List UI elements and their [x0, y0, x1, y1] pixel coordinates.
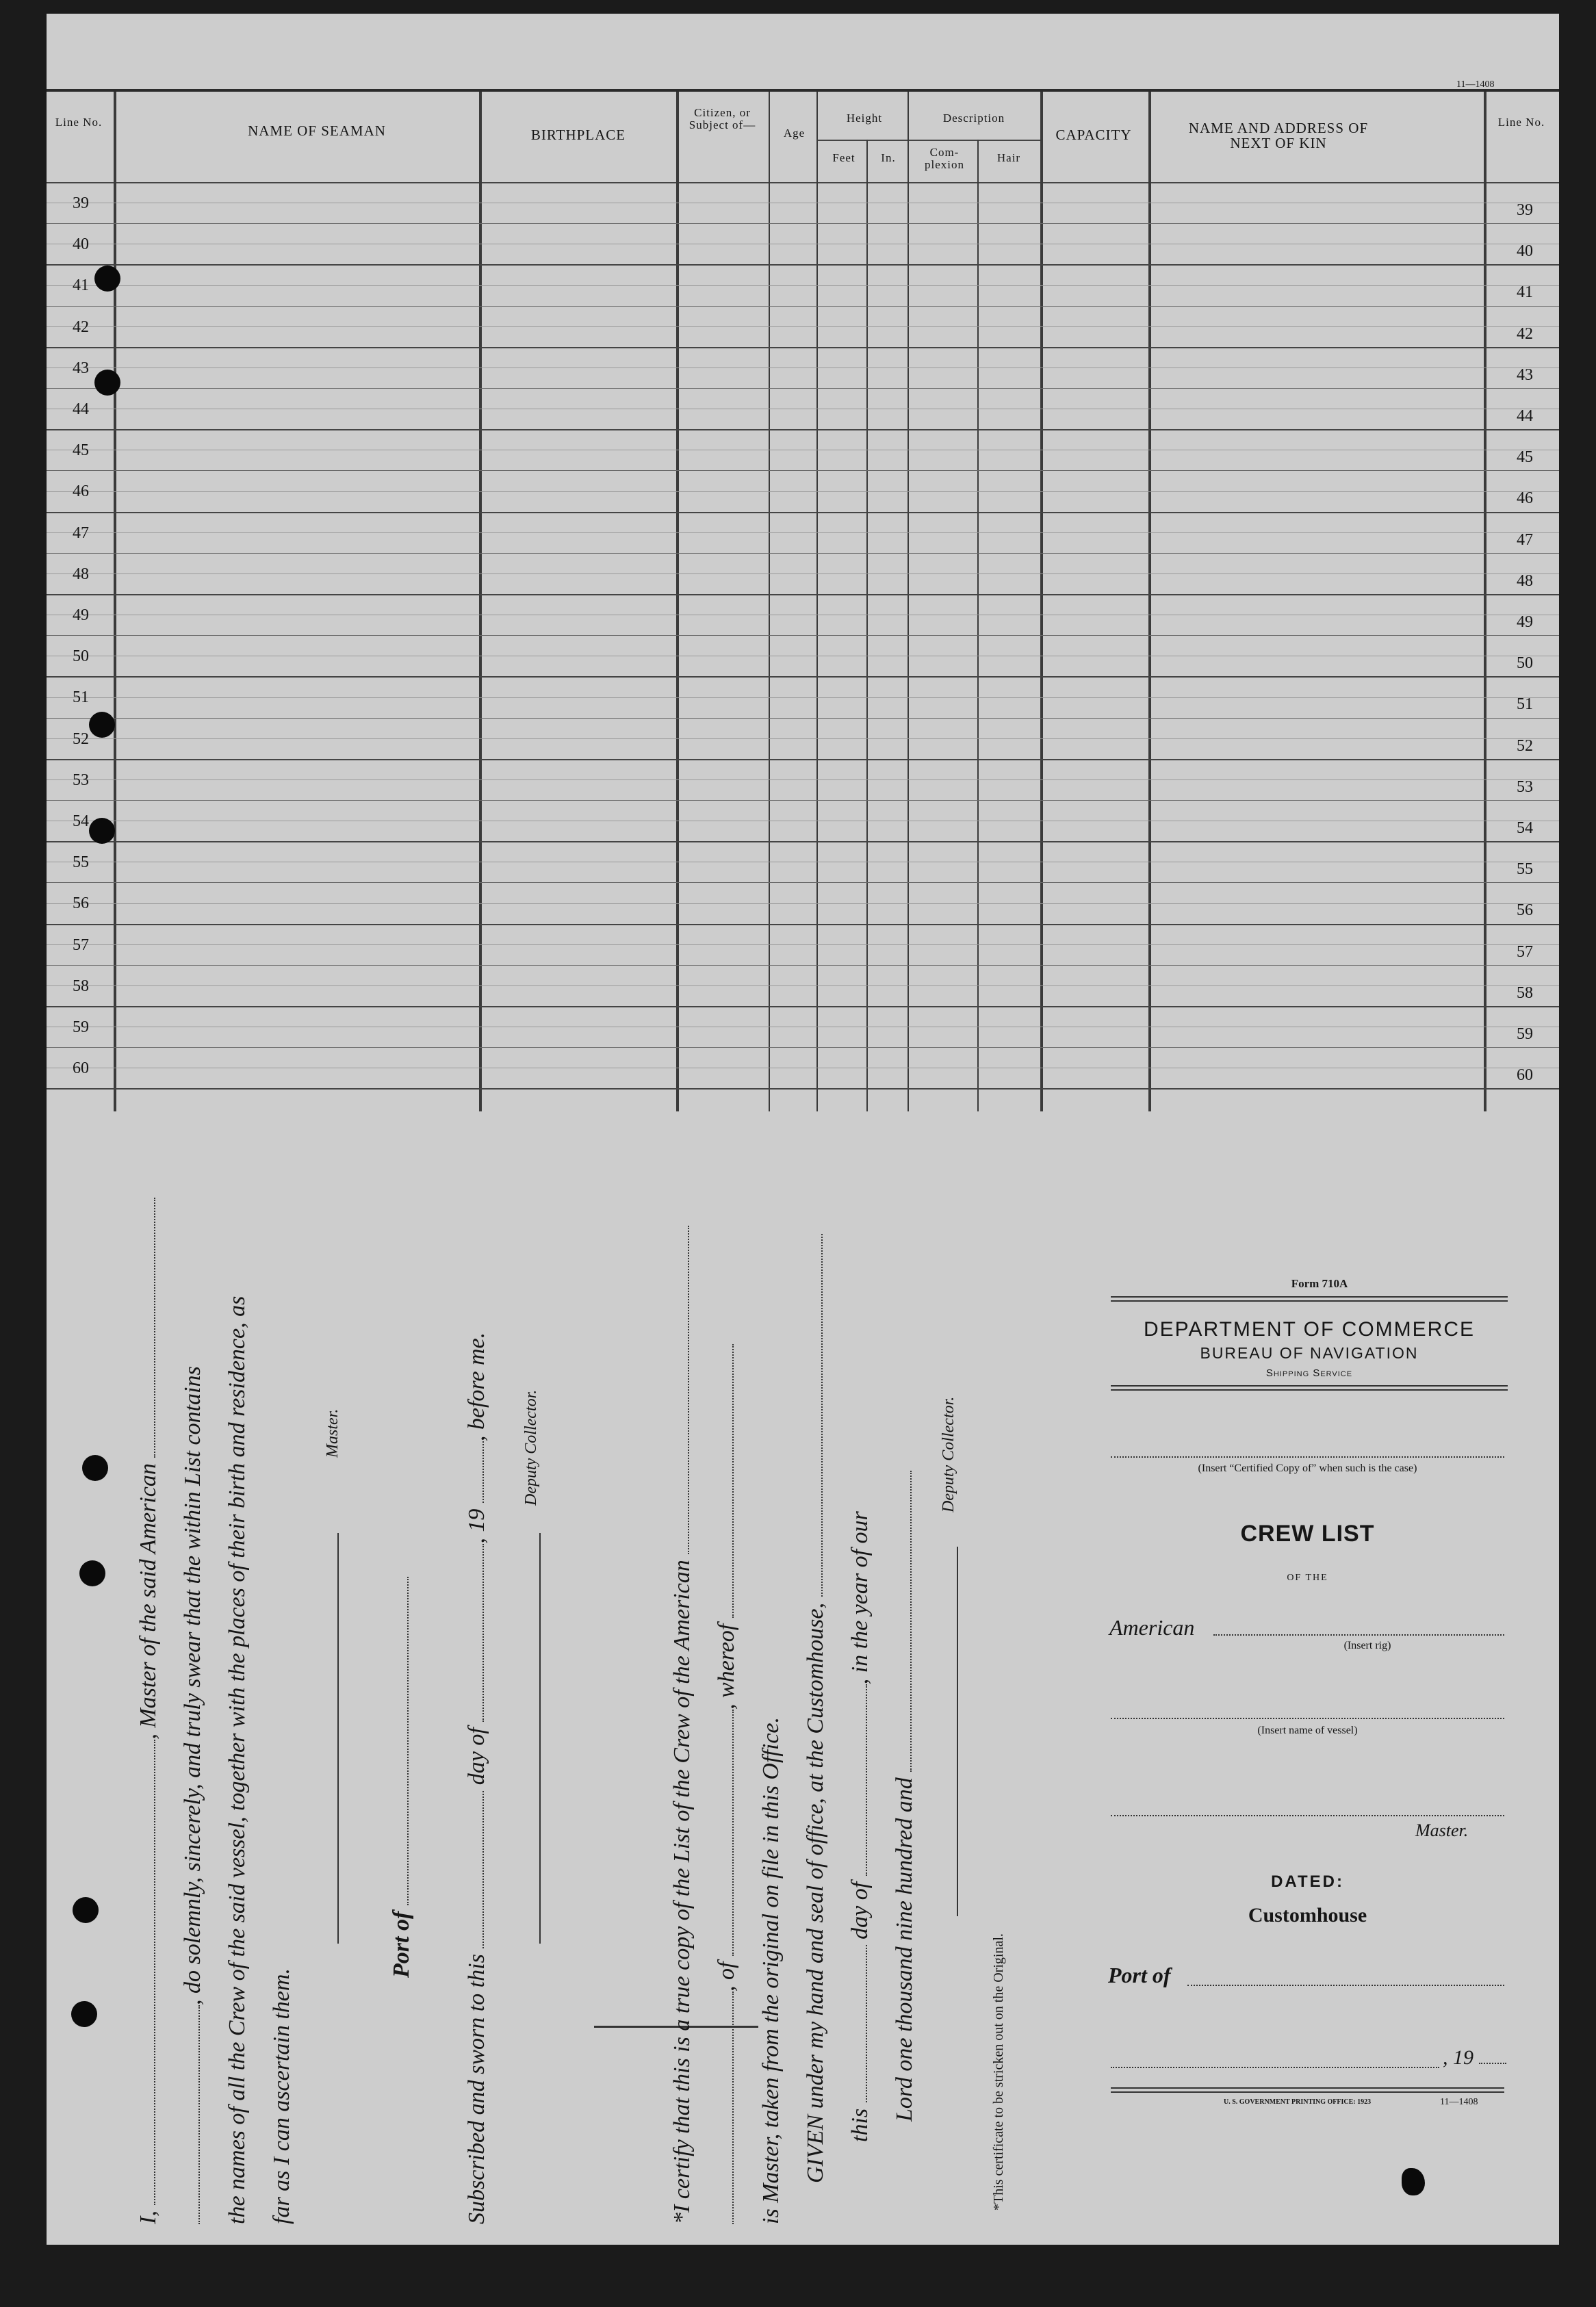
- insert-rig-note: (Insert rig): [1343, 1640, 1391, 1651]
- certify-line-3: is Master, taken from the original on file in this Office.: [758, 1716, 784, 2224]
- col-divider: [479, 92, 482, 1111]
- dated-label: DATED:: [1271, 1872, 1344, 1891]
- deputy-collector-label-1: Deputy Collector.: [522, 1389, 540, 1506]
- line-number-right: 46: [1517, 489, 1533, 508]
- header-hair: Hair: [996, 151, 1021, 164]
- table-row-subrule: [47, 697, 1559, 698]
- master-signature-line: [337, 1533, 339, 1944]
- line-number-left: 46: [73, 482, 89, 501]
- line-number-left: 60: [73, 1059, 89, 1078]
- line-number-right: 53: [1517, 777, 1533, 796]
- line-number-left: 58: [73, 977, 89, 995]
- header-line-no: Line No.: [55, 116, 103, 129]
- table-row-rule: [47, 676, 1559, 678]
- master-name-line: [1111, 1815, 1504, 1816]
- table-row-subrule: [47, 985, 1559, 986]
- line-number-left: 43: [73, 359, 89, 377]
- header-birthplace: BIRTHPLACE: [530, 127, 626, 143]
- line-number-right: 43: [1517, 365, 1533, 384]
- table-row-rule: [47, 965, 1559, 966]
- line-number-right: 52: [1517, 736, 1533, 755]
- vessel-name-line: [1111, 1718, 1504, 1719]
- header-subrule: [816, 140, 1042, 141]
- col-divider: [1040, 92, 1043, 1111]
- nineteen-label: , 19: [1443, 2046, 1506, 2070]
- line-number-right: 42: [1517, 324, 1533, 343]
- line-number-right: 50: [1517, 654, 1533, 673]
- crew-table: [47, 89, 1559, 1118]
- line-number-right: 54: [1517, 819, 1533, 837]
- table-row-subrule: [47, 285, 1559, 286]
- cover-master-label: Master.: [1415, 1820, 1469, 1840]
- header-capacity: CAPACITY: [1055, 127, 1132, 143]
- certify-line: *I certify that this is a true copy of the List of the Crew of the American: [669, 1226, 695, 2224]
- header-age: Age: [783, 127, 806, 140]
- col-divider: [908, 92, 909, 1111]
- table-row-subrule: [47, 532, 1559, 533]
- line-number-right: 56: [1517, 901, 1533, 920]
- table-row-rule: [47, 1088, 1559, 1090]
- header-bottom-rule: [47, 182, 1559, 183]
- line-number-right: 48: [1517, 571, 1533, 590]
- col-divider: [769, 92, 770, 1111]
- certified-copy-line: [1111, 1456, 1504, 1458]
- line-number-left: 41: [73, 276, 89, 295]
- table-row-rule: [47, 223, 1559, 224]
- header-complexion: Com- plexion: [925, 146, 964, 171]
- line-number-left: 53: [73, 771, 89, 789]
- port-line: [1187, 1985, 1504, 1986]
- cover-bottom-rule: [1111, 2087, 1504, 2093]
- table-row-rule: [47, 388, 1559, 389]
- line-number-left: 52: [73, 730, 89, 748]
- form-code-top: 11—1408: [1456, 79, 1495, 90]
- line-number-right: 57: [1517, 942, 1533, 961]
- header-height: Height: [846, 112, 883, 125]
- american-label: American: [1109, 1615, 1195, 1640]
- of-the-label: OF THE: [1287, 1573, 1328, 1583]
- line-number-left: 48: [73, 565, 89, 583]
- form-number: Form 710A: [1291, 1277, 1348, 1290]
- line-number-right: 47: [1517, 530, 1533, 549]
- table-row-rule: [47, 512, 1559, 513]
- table-row-rule: [47, 264, 1559, 266]
- deputy-collector-label-2: Deputy Collector.: [940, 1396, 957, 1512]
- col-divider: [676, 92, 679, 1111]
- cover-top-rule: [1111, 1296, 1508, 1302]
- table-row-subrule: [47, 326, 1559, 327]
- header-name-of-seaman: NAME OF SEAMAN: [248, 123, 386, 139]
- line-number-left: 45: [73, 441, 89, 460]
- table-row-rule: [47, 635, 1559, 636]
- cover-form-code: 11—1408: [1440, 2097, 1478, 2107]
- certificate-footnote: *This certificate to be stricken out on the Original.: [991, 1933, 1006, 2211]
- table-row-rule: [47, 759, 1559, 760]
- table-row-subrule: [47, 738, 1559, 739]
- table-row-rule: [47, 924, 1559, 925]
- line-number-left: 49: [73, 606, 89, 624]
- table-row-subrule: [47, 944, 1559, 945]
- subscribed-line: Subscribed and sworn to this day of , 19 , before me.: [464, 1332, 489, 2224]
- table-row-rule: [47, 553, 1559, 554]
- master-label: Master.: [324, 1408, 342, 1458]
- insert-certified-note: (Insert “Certified Copy of” when such is the case): [1198, 1462, 1417, 1474]
- line-number-right: 49: [1517, 613, 1533, 631]
- line-number-right: 44: [1517, 407, 1533, 425]
- punch-hole: [89, 818, 115, 844]
- punch-hole: [94, 266, 120, 292]
- insert-vessel-note: (Insert name of vessel): [1257, 1725, 1358, 1736]
- table-row-subrule: [47, 903, 1559, 904]
- ink-blot: [1402, 2168, 1425, 2195]
- line-number-right: 40: [1517, 242, 1533, 261]
- line-number-left: 56: [73, 894, 89, 913]
- col-divider: [114, 92, 116, 1111]
- table-row-rule: [47, 800, 1559, 801]
- header-next-of-kin: NAME AND ADDRESS OF NEXT OF KIN: [1188, 120, 1369, 151]
- line-number-left: 44: [73, 400, 89, 418]
- line-number-left: 39: [73, 194, 89, 212]
- deputy-collector-line-2: [957, 1547, 958, 1916]
- crew-list-title: CREW LIST: [1240, 1521, 1375, 1547]
- header-citizen: Citizen, or Subject of—: [688, 106, 756, 131]
- shipping-service: Shipping Service: [1265, 1367, 1353, 1379]
- line-number-right: 59: [1517, 1025, 1533, 1043]
- table-row-rule: [47, 1006, 1559, 1007]
- deputy-collector-line-1: [539, 1533, 541, 1944]
- line-number-right: 58: [1517, 983, 1533, 1002]
- table-row-rule: [47, 841, 1559, 842]
- line-number-right: 41: [1517, 283, 1533, 302]
- col-divider: [816, 92, 818, 1111]
- line-number-left: 42: [73, 318, 89, 336]
- table-row-rule: [47, 347, 1559, 348]
- rig-line: [1213, 1634, 1504, 1636]
- punch-hole: [94, 370, 120, 396]
- line-number-right: 39: [1517, 201, 1533, 219]
- crew-list-form: [47, 14, 1559, 2245]
- cover-rule-2: [1111, 1385, 1508, 1391]
- oath-port-of: Port of: [389, 1577, 415, 1978]
- punch-hole: [71, 2001, 97, 2027]
- oath-certificate-block: [101, 1225, 1005, 2224]
- header-description: Description: [942, 112, 1005, 125]
- line-number-left: 50: [73, 647, 89, 666]
- line-number-right: 51: [1517, 695, 1533, 714]
- line-number-left: 40: [73, 235, 89, 254]
- table-row-subrule: [47, 779, 1559, 780]
- table-row-rule: [47, 594, 1559, 595]
- table-row-subrule: [47, 573, 1559, 574]
- cover-port-of-label: Port of: [1108, 1963, 1171, 1987]
- certify-line-2: , of , whereof: [714, 1344, 740, 2224]
- oath-line-4: far as I can ascertain them.: [269, 1968, 294, 2224]
- punch-hole: [89, 712, 115, 738]
- given-line: GIVEN under my hand and seal of office, at the Customhouse,: [803, 1234, 829, 2183]
- line-number-left: 47: [73, 524, 89, 542]
- bureau-title: BUREAU OF NAVIGATION: [1200, 1344, 1419, 1362]
- table-row-subrule: [47, 491, 1559, 492]
- table-row-rule: [47, 306, 1559, 307]
- line-number-left: 59: [73, 1018, 89, 1036]
- date-line: [1111, 2067, 1439, 2068]
- punch-hole: [73, 1897, 99, 1923]
- header-inches: In.: [881, 151, 896, 164]
- line-number-right: 60: [1517, 1066, 1533, 1085]
- table-row-rule: [47, 882, 1559, 883]
- lord-line: Lord one thousand nine hundred and: [892, 1471, 918, 2122]
- header-feet: Feet: [832, 151, 855, 164]
- table-row-rule: [47, 470, 1559, 471]
- line-number-right: 55: [1517, 860, 1533, 879]
- customhouse-label: Customhouse: [1248, 1904, 1367, 1926]
- line-number-left: 51: [73, 688, 89, 707]
- col-divider: [1148, 92, 1151, 1111]
- department-title: DEPARTMENT OF COMMERCE: [1143, 1318, 1476, 1341]
- table-row-rule: [47, 1047, 1559, 1048]
- table-row-rule: [47, 718, 1559, 719]
- line-number-right: 45: [1517, 448, 1533, 467]
- table-row-rule: [47, 429, 1559, 430]
- oath-line-3: the names of all the Crew of the said vessel, together with the places of their birth and residence, as: [224, 1296, 250, 2224]
- line-number-left: 54: [73, 812, 89, 830]
- oath-line-1: I, , Master of the said American: [136, 1198, 162, 2224]
- header-line-no-right: Line No.: [1497, 116, 1545, 129]
- oath-line-2: , do solemnly, sincerely, and truly swear that the within List contains: [180, 1366, 206, 2224]
- line-number-left: 55: [73, 853, 89, 872]
- col-divider: [1484, 92, 1486, 1111]
- line-number-left: 57: [73, 936, 89, 954]
- this-day-line: this day of , in the year of our: [847, 1511, 873, 2142]
- printer-imprint: U. S. GOVERNMENT PRINTING OFFICE: 1923: [1224, 2098, 1372, 2106]
